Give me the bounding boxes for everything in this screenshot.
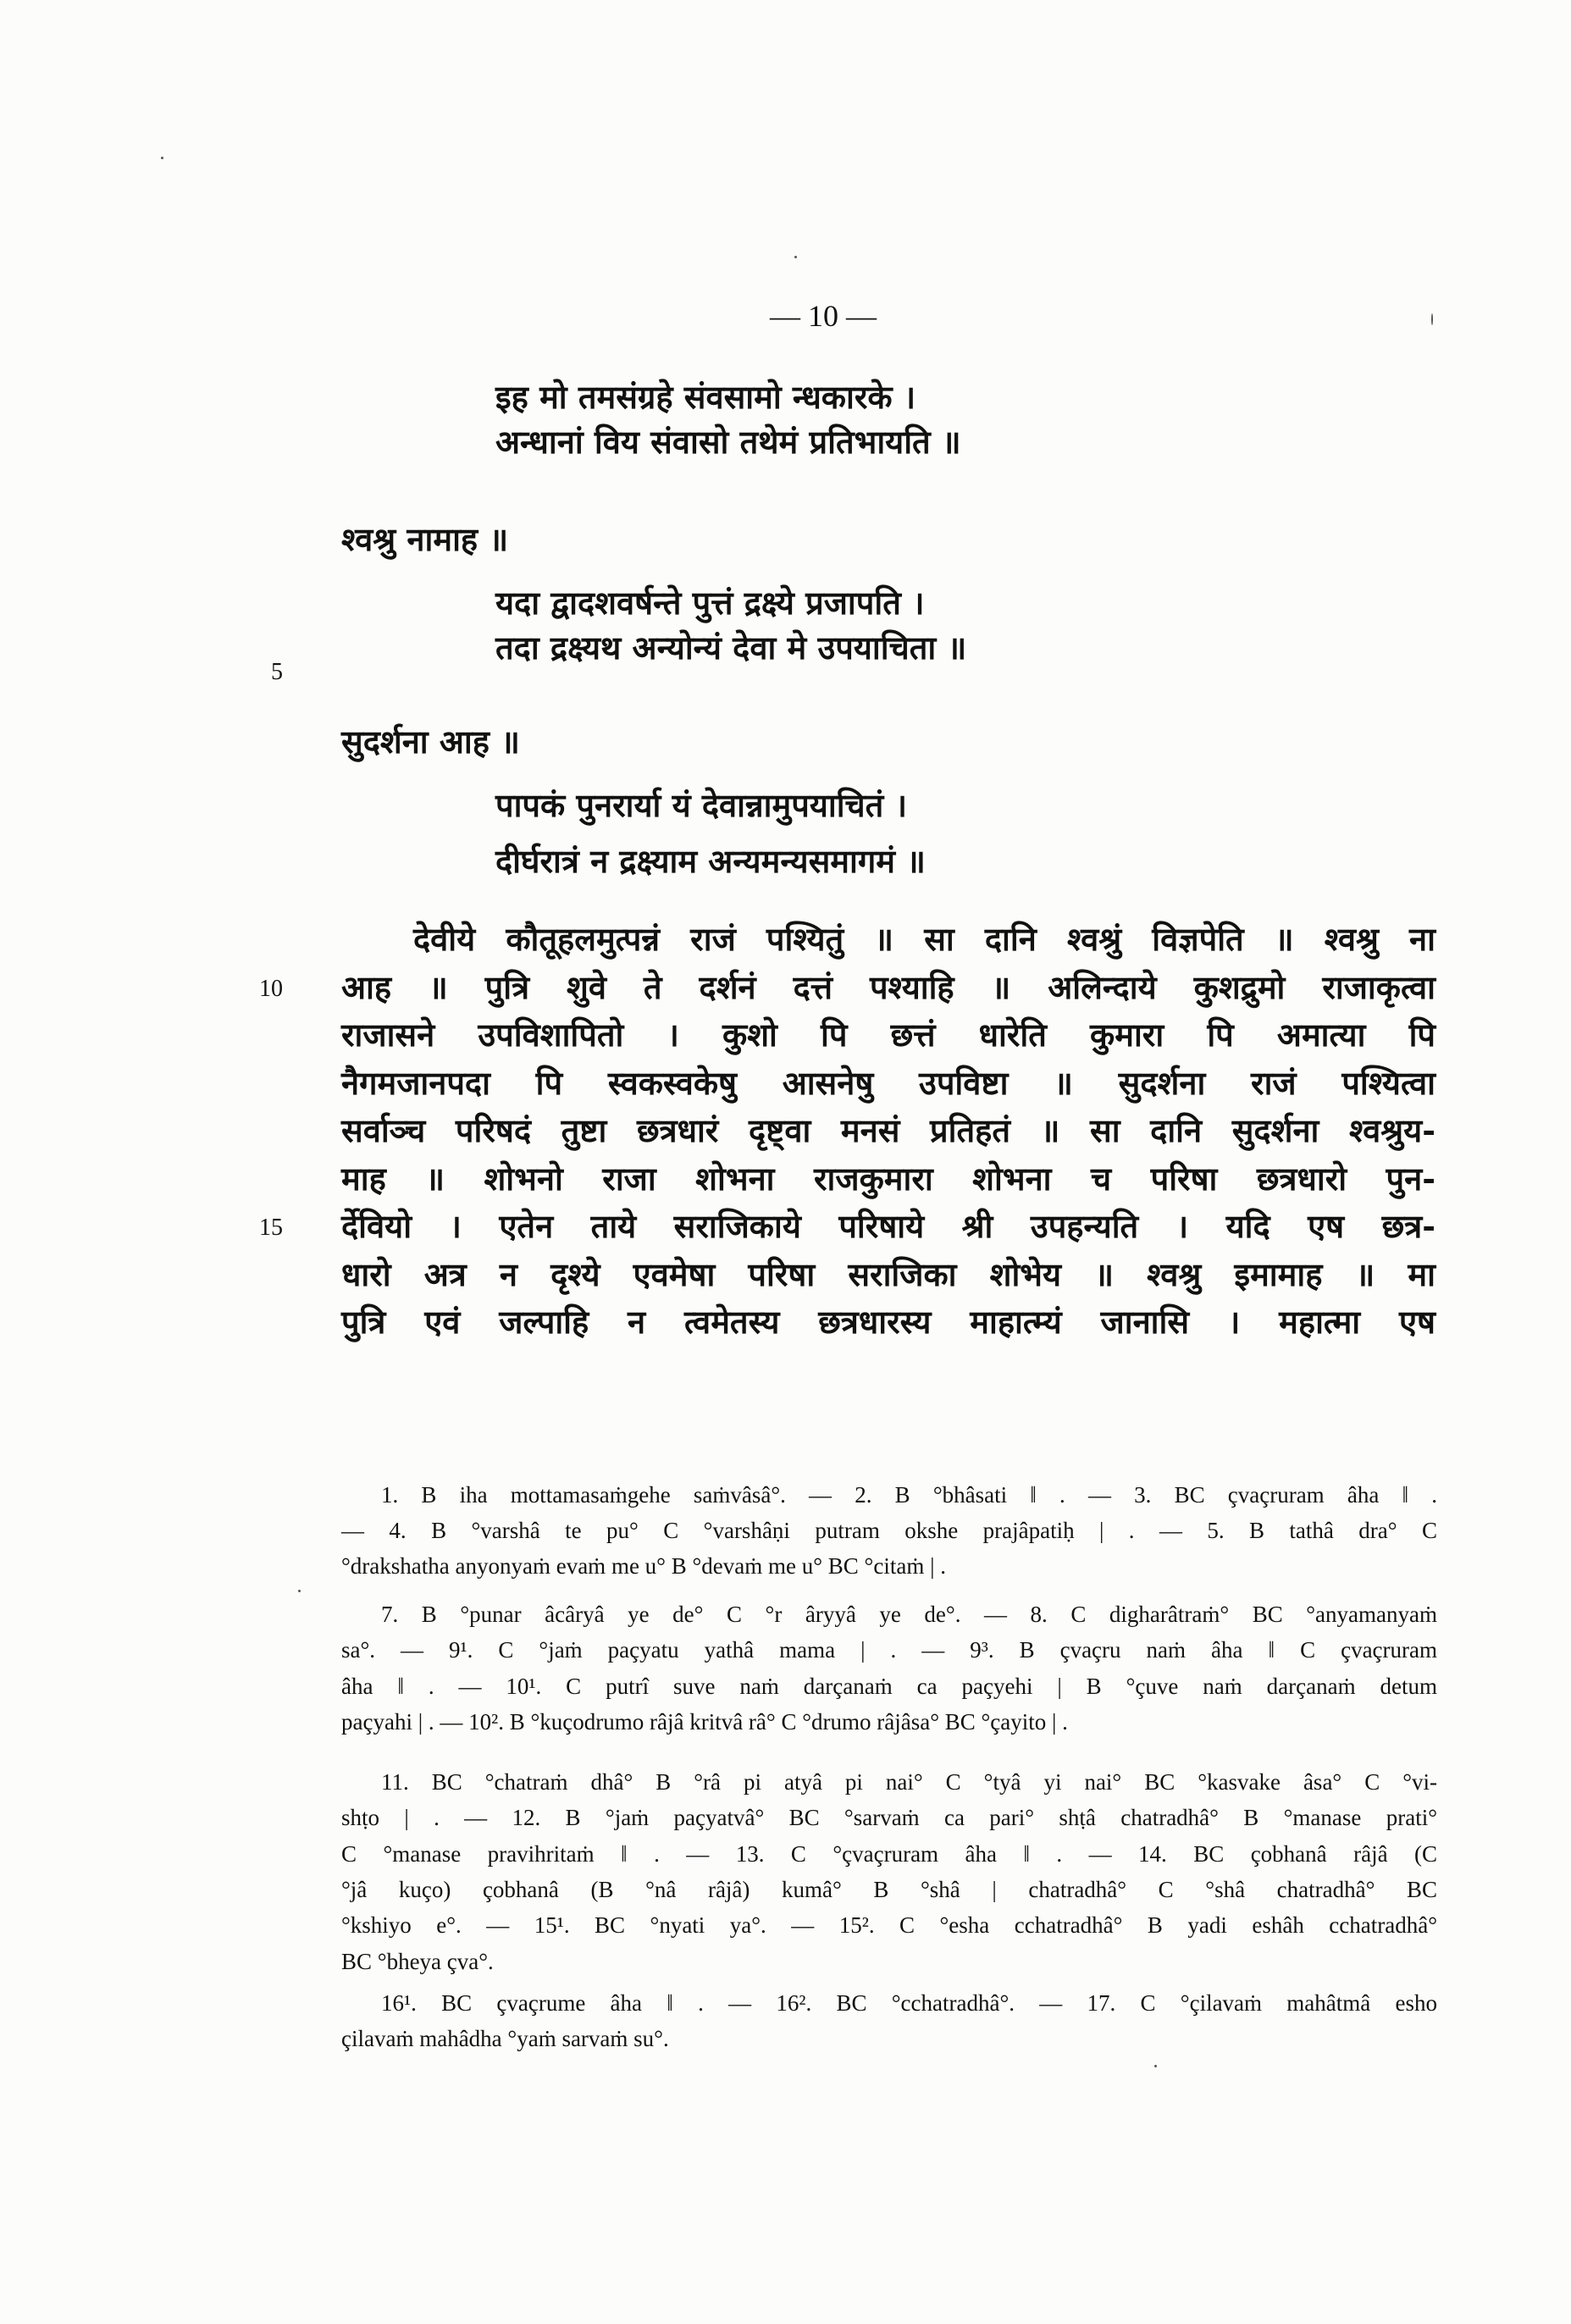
prose-line: देवीये कौतूहलमुत्पन्नं राजं पश्यितुं ॥ सा दानि श्वश्रुं विज्ञपेति ॥ श्वश्रु ना [413,920,1435,958]
footnote-line: BC °bheya çva°. [341,1949,494,1974]
speaker-heading: श्वश्रु नामाह ॥ [341,520,509,558]
verse-line: इह मो तमसंग्रहे संवसामो न्धकारके । [495,378,916,416]
prose-line: माह ॥ शोभनो राजा शोभना राजकुमारा शोभना च परिषा छत्रधारो पुन- [341,1159,1435,1198]
scan-speck [794,256,797,258]
footnote-line: shṭo | . — 12. B °jaṁ paçyatvâ° BC °sarvaṁ ca pari° shṭâ chatradhâ° B °manase prati° [341,1805,1437,1830]
scan-speck [1431,313,1433,325]
verse-line: अन्धानां विय संवासो तथेमं प्रतिभायति ॥ [495,423,961,461]
footnote-line: paçyahi | . — 10². B °kuçodrumo râjâ kritvâ râ° C °drumo râjâsa° BC °çayito | . [341,1709,1068,1735]
footnote-line: çilavaṁ mahâdha °yaṁ sarvaṁ su°. [341,2026,669,2051]
prose-line: पुत्रि एवं जल्पाहि न त्वमेतस्य छत्रधारस्य माहात्म्यं जानासि । महात्मा एष [341,1303,1435,1341]
scan-speck [298,1590,301,1592]
line-number: 15 [259,1215,283,1241]
speaker-heading: सुदर्शना आह ॥ [341,722,520,761]
scan-speck [161,157,163,159]
prose-line: धारो अत्र न दृश्ये एवमेषा परिषा सराजिका शोभेय ॥ श्वश्रु इमामाह ॥ मा [341,1255,1435,1293]
verse-line: यदा द्वादशवर्षन्ते पुत्तं द्रक्ष्ये प्रजापति । [495,584,925,622]
footnote-line: °drakshatha anyonyaṁ evaṁ me u° B °devaṁ me u° BC °citaṁ | . [341,1553,946,1579]
verse-line: दीर्घरात्रं न द्रक्ष्याम अन्यमन्यसमागमं ॥ [495,842,926,880]
footnote-line: — 4. B °varshâ te pu° C °varshâṇi putram okshe prajâpatiḥ | . — 5. B tathâ dra° C [341,1518,1437,1543]
line-number: 10 [259,976,283,1002]
footnote-line: âha ‖ . — 10¹. C putrî suve naṁ darçanaṁ ca paçyehi | B °çuve naṁ darçanaṁ detum [341,1674,1437,1699]
prose-line: र्देवियो । एतेन ताये सराजिकाये परिषाये श्री उपहन्यति । यदि एष छत्र- [341,1207,1435,1245]
scan-speck [1154,2065,1157,2067]
prose-line: नैगमजानपदा पि स्वकस्वकेषु आसनेषु उपविष्टा ॥ सुदर्शना राजं पश्यित्वा [341,1064,1435,1102]
footnote-line: 16¹. BC çvaçrume âha ‖ . — 16². BC °cchatradhâ°. — 17. C °çilavaṁ mahâtmâ esho [381,1990,1437,2016]
prose-line: सर्वाञ्च परिषदं तुष्टा छत्रधारं दृष्ट्वा मनसं प्रतिहतं ॥ सा दानि सुदर्शना श्वश्रुय- [341,1111,1435,1149]
footnote-line: C °manase pravihritaṁ ‖ . — 13. C °çvaçruram âha ‖ . — 14. BC çobhanâ râjâ (C [341,1841,1437,1867]
page-number: — 10 — [770,299,877,333]
footnote-line: °kshiyo e°. — 15¹. BC °nyati ya°. — 15². C °esha cchatradhâ° B yadi eshâh cchatradhâ° [341,1912,1437,1938]
prose-line: राजासने उपविशापितो । कुशो पि छत्तं धारेति कुमारा पि अमात्या पि [341,1015,1435,1054]
footnote-line: °jâ kuço) çobhanâ (B °nâ râjâ) kumâ° B °shâ | chatradhâ° C °shâ chatradhâ° BC [341,1877,1437,1902]
verse-line: तदा द्रक्ष्यथ अन्योन्यं देवा मे उपयाचिता ॥ [495,628,967,667]
footnote-line: 1. B iha mottamasaṁgehe saṁvâsâ°. — 2. B °bhâsati ‖ . — 3. BC çvaçruram âha ‖ . [381,1482,1437,1508]
footnote-line: sa°. — 9¹. C °jaṁ paçyatu yathâ mama | . — 9³. B çvaçru naṁ âha ‖ C çvaçruram [341,1637,1437,1663]
footnote-line: 7. B °punar âcâryâ ye de° C °r âryyâ ye de°. — 8. C digharâtraṁ° BC °anyamanyaṁ [381,1602,1437,1627]
line-number: 5 [271,659,283,685]
prose-line: आह ॥ पुत्रि शुवे ते दर्शनं दत्तं पश्याहि ॥ अलिन्दाये कुशद्रुमो राजाकृत्वा [341,968,1435,1006]
footnote-line: 11. BC °chatraṁ dhâ° B °râ pi atyâ pi nai° C °tyâ yi nai° BC °kasvake âsa° C °vi- [381,1769,1437,1795]
verse-line: पापकं पुनरार्या यं देवान्नामुपयाचितं । [495,786,907,824]
